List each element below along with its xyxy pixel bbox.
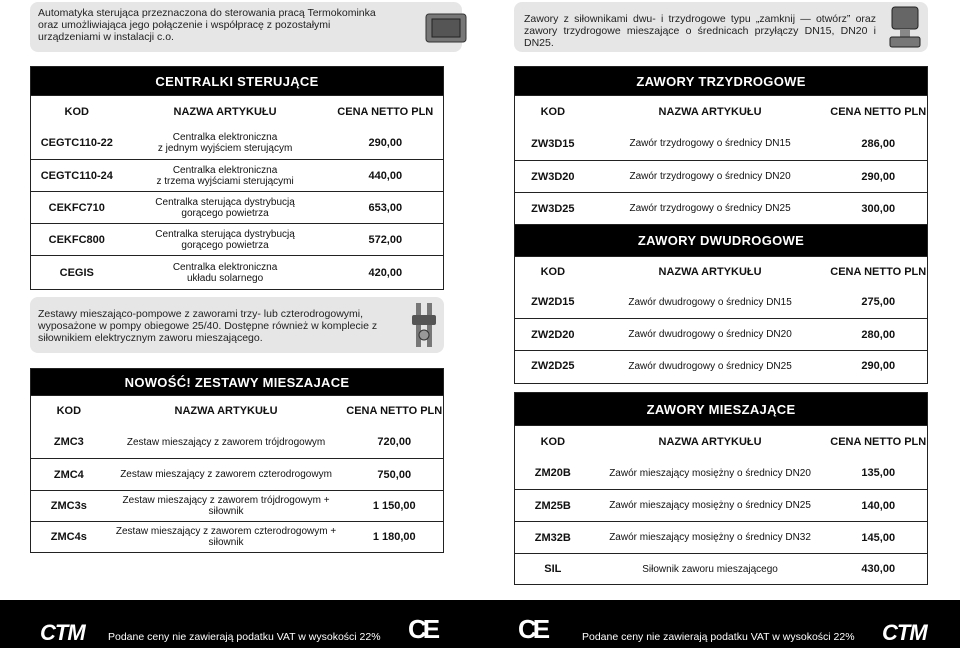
column-header-row bbox=[31, 395, 443, 426]
product-code: ZW3D15 bbox=[531, 137, 575, 150]
table-row bbox=[515, 286, 927, 318]
column-header-cena: CENA NETTO PLN bbox=[830, 435, 927, 448]
product-code: ZMC4s bbox=[50, 531, 87, 543]
product-price: 1 180,00 bbox=[372, 531, 416, 543]
column-header-nazwa: NAZWA ARTYKUŁU bbox=[173, 105, 277, 118]
product-code: ZMC3s bbox=[50, 500, 87, 512]
product-code: ZW2D20 bbox=[531, 328, 575, 341]
product-price: 420,00 bbox=[368, 266, 403, 279]
valve-actuator-icon bbox=[882, 4, 926, 50]
product-price: 145,00 bbox=[861, 531, 896, 544]
product-price: 440,00 bbox=[368, 169, 403, 182]
table-title-row bbox=[31, 369, 443, 395]
table-row bbox=[515, 318, 927, 350]
ctm-logo: CTM bbox=[882, 620, 927, 645]
product-name: Zawór mieszający mosiężny o średnicy DN25 bbox=[609, 500, 811, 511]
table-title-row bbox=[515, 67, 927, 95]
table-row bbox=[31, 127, 443, 159]
ce-mark-icon: CE bbox=[408, 614, 437, 644]
column-header-nazwa: NAZWA ARTYKUŁU bbox=[658, 105, 762, 118]
table-row bbox=[31, 426, 443, 458]
table-row bbox=[515, 553, 927, 584]
product-name: Zawór mieszający mosiężny o średnicy DN20 bbox=[609, 467, 811, 479]
product-name: Centralka elektroniczna układu solarnego bbox=[172, 261, 278, 284]
table-row bbox=[515, 160, 927, 192]
table-title: NOWOŚĆ! ZESTAWY MIESZAJACE bbox=[124, 374, 350, 390]
table-row bbox=[31, 521, 443, 552]
table-title: CENTRALKI STERUJĄCE bbox=[155, 73, 319, 89]
column-header-cena: CENA NETTO PLN bbox=[346, 405, 443, 417]
table-title: ZAWORY TRZYDROGOWE bbox=[636, 73, 806, 89]
product-code: ZM20B bbox=[534, 467, 571, 479]
product-name: Zawór mieszający mosiężny o średnicy DN32 bbox=[609, 532, 811, 543]
product-code: ZM25B bbox=[534, 499, 571, 512]
info-box-valves bbox=[514, 2, 928, 52]
column-header-kod: KOD bbox=[540, 265, 566, 278]
product-code: CEGTC110-22 bbox=[40, 137, 113, 149]
product-code: ZM32B bbox=[534, 531, 571, 544]
product-price: 572,00 bbox=[368, 233, 403, 246]
table-title: ZAWORY MIESZAJĄCE bbox=[646, 401, 796, 417]
product-price: 290,00 bbox=[368, 137, 403, 149]
product-name: Zawór trzydrogowy o średnicy DN15 bbox=[629, 138, 791, 149]
controller-icon bbox=[422, 10, 472, 46]
info-text: Automatyka sterująca przeznaczona do sterowania pracą Termokominka oraz umożliwiająca jego połączenie i współpracę z pozostałymi urządzeniami w instalacji c.o. bbox=[38, 7, 376, 43]
product-name: Centralka elektroniczna z jednym wyjściem sterującym bbox=[157, 132, 293, 154]
info-box-automation bbox=[30, 2, 462, 52]
product-price: 275,00 bbox=[861, 296, 896, 308]
column-header-kod: KOD bbox=[540, 435, 566, 448]
product-code: ZW3D20 bbox=[531, 170, 575, 183]
ce-mark-icon: CE bbox=[518, 614, 547, 644]
column-header-row bbox=[515, 95, 927, 127]
column-header-cena: CENA NETTO PLN bbox=[337, 105, 434, 118]
product-code: ZW2D15 bbox=[531, 296, 575, 308]
product-code: CEGTC110-24 bbox=[40, 169, 113, 182]
product-code: CEKFC800 bbox=[48, 233, 105, 246]
product-name: Siłownik zaworu mieszającego bbox=[642, 563, 778, 575]
product-code: SIL bbox=[544, 563, 562, 575]
table-row bbox=[31, 458, 443, 490]
table-row bbox=[31, 159, 443, 191]
column-header-cena: CENA NETTO PLN bbox=[830, 105, 927, 118]
vat-note: Podane ceny nie zawierają podatku VAT w wysokości 22% bbox=[108, 631, 381, 643]
column-header-row bbox=[31, 95, 443, 127]
table-mieszajace bbox=[514, 392, 928, 585]
product-name: Centralka sterująca dystrybucją gorącego powietrza bbox=[155, 196, 295, 219]
product-price: 300,00 bbox=[861, 202, 896, 215]
product-name: Zawór dwudrogowy o średnicy DN15 bbox=[628, 296, 792, 308]
product-name: Zawór dwudrogowy o średnicy DN20 bbox=[628, 329, 792, 340]
product-price: 430,00 bbox=[861, 563, 896, 575]
table-row bbox=[515, 127, 927, 160]
product-name: Zestaw mieszający z zaworem czterodrogowym bbox=[120, 469, 332, 480]
column-header-kod: KOD bbox=[56, 405, 82, 417]
table-trzydrogowe bbox=[514, 66, 928, 384]
column-header-nazwa: NAZWA ARTYKUŁU bbox=[174, 405, 278, 417]
table-row bbox=[515, 489, 927, 521]
product-price: 286,00 bbox=[861, 137, 896, 150]
product-price: 140,00 bbox=[861, 499, 896, 512]
product-price: 290,00 bbox=[861, 360, 896, 372]
table-row bbox=[31, 191, 443, 223]
product-code: ZW2D25 bbox=[531, 360, 575, 372]
column-header-nazwa: NAZWA ARTYKUŁU bbox=[658, 265, 762, 278]
product-price: 720,00 bbox=[377, 436, 412, 448]
column-header-kod: KOD bbox=[64, 105, 89, 118]
product-name: Zawór trzydrogowy o średnicy DN25 bbox=[629, 203, 791, 214]
table-title-row bbox=[515, 224, 927, 256]
table-title-row bbox=[515, 393, 927, 425]
product-code: ZMC3 bbox=[53, 436, 84, 448]
column-header-row bbox=[515, 425, 927, 457]
product-name: Zawór trzydrogowy o średnicy DN20 bbox=[629, 171, 791, 182]
product-price: 653,00 bbox=[368, 201, 403, 214]
table-title: ZAWORY DWUDROGOWE bbox=[637, 233, 805, 248]
table-row bbox=[31, 255, 443, 289]
column-header-nazwa: NAZWA ARTYKUŁU bbox=[658, 435, 762, 448]
table-row bbox=[515, 192, 927, 224]
table-row bbox=[515, 521, 927, 553]
product-code: CEKFC710 bbox=[48, 201, 105, 214]
table-zestawy bbox=[30, 368, 444, 553]
product-price: 135,00 bbox=[861, 467, 896, 479]
product-price: 280,00 bbox=[861, 328, 896, 341]
product-code: ZMC4 bbox=[53, 468, 84, 481]
pump-set-icon bbox=[410, 301, 438, 349]
product-name: Zestaw mieszający z zaworem czterodrogowym + siłownik bbox=[115, 526, 337, 548]
product-name: Zawór dwudrogowy o średnicy DN25 bbox=[628, 360, 792, 372]
column-header-cena: CENA NETTO PLN bbox=[830, 265, 927, 278]
info-box-mixing-sets bbox=[30, 297, 444, 353]
info-text: Zawory z siłownikami dwu- i trzydrogowe typu „zamknij — otwórz” oraz zawory trzydrogowe mieszające o średnicach przyłączy DN15, DN20 i DN25. bbox=[524, 13, 876, 49]
table-centralki bbox=[30, 66, 444, 290]
product-price: 750,00 bbox=[377, 468, 412, 481]
column-header-kod: KOD bbox=[540, 105, 566, 118]
table-row bbox=[31, 223, 443, 255]
table-row bbox=[31, 490, 443, 521]
product-name: Zestaw mieszający z zaworem trójdrogowym bbox=[126, 436, 326, 448]
table-row bbox=[515, 457, 927, 489]
product-code: CEGIS bbox=[59, 266, 94, 279]
info-text: Zestawy mieszająco-pompowe z zaworami trzy- lub czterodrogowymi, wyposażone w pompy obiegowe 25/40. Dostępne również w komplecie z siłownikiem elektrycznym zaworu mieszającego. bbox=[38, 308, 378, 344]
product-price: 290,00 bbox=[861, 170, 896, 183]
vat-note: Podane ceny nie zawierają podatku VAT w wysokości 22% bbox=[582, 631, 855, 643]
product-price: 1 150,00 bbox=[372, 500, 416, 512]
product-name: Zestaw mieszający z zaworem trójdrogowym + siłownik bbox=[122, 495, 330, 517]
footer bbox=[0, 600, 960, 648]
product-name: Centralka elektroniczna z trzema wyjściami sterującymi bbox=[156, 164, 294, 187]
table-row bbox=[515, 350, 927, 381]
table-title-row bbox=[31, 67, 443, 95]
ctm-logo: CTM bbox=[40, 620, 85, 645]
column-header-row bbox=[515, 256, 927, 286]
product-code: ZW3D25 bbox=[531, 202, 575, 215]
product-name: Centralka sterująca dystrybucją gorącego powietrza bbox=[155, 228, 295, 251]
